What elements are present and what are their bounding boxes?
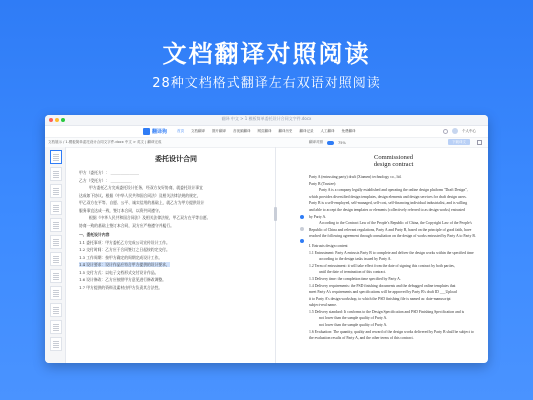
source-paragraph	[79, 231, 273, 239]
pane-divider	[275, 147, 276, 363]
source-paragraph	[79, 169, 273, 177]
translated-paragraph: I. Entrusts design content	[309, 243, 348, 248]
source-paragraph	[79, 199, 273, 207]
zoom-level[interactable]: 75%	[338, 140, 346, 145]
translated-paragraph: subject-real name.	[309, 303, 337, 308]
app-logo[interactable]	[143, 128, 167, 135]
translated-doc-title-line1: Commissioned	[373, 154, 413, 161]
translated-paragraph: by Party A.	[309, 214, 327, 219]
nav-item[interactable]: 音视频翻译	[233, 129, 251, 133]
source-document	[67, 147, 273, 363]
source-text: 1.5 交付方式：以电子文档形式交付设计作品。	[79, 269, 159, 275]
translated-paragraph: not lower than the sample quality of Party A.	[319, 323, 388, 328]
translated-document	[303, 147, 488, 363]
promo-subtitle: 28种文档格式翻译左右双语对照阅读	[152, 76, 381, 91]
translated-paragraph: Party A (entrusting party) draft (Xiamen) technology co., ltd.	[309, 175, 402, 179]
source-text: 乙方（受托方）： ___________	[79, 177, 132, 183]
page-thumbnail[interactable]	[50, 150, 62, 164]
compare-mode-toggle[interactable]	[327, 141, 334, 145]
translated-paragraph: reached the following agreement through consultation on the design of works entrusted by Party A to Party B.	[309, 234, 476, 239]
source-text: 1.6 设计修改：乙方应按照甲方意见进行修改调整。	[79, 277, 166, 282]
nav-item[interactable]: 文档翻译	[191, 129, 206, 133]
page-thumbnail[interactable]	[50, 218, 62, 232]
page-thumbnail[interactable]	[50, 320, 62, 334]
nav-item[interactable]: 翻译历史	[278, 129, 293, 133]
translated-paragraph: according to the design tasks issued by Party A.	[319, 257, 392, 262]
translated-paragraph: the evaluation results of Party A, and the other terms of this contract.	[309, 336, 414, 341]
source-text: 达成如下协议。根据《中华人民共和国合同法》及相关法律法规的规定，	[79, 192, 201, 198]
source-text: 1.1 委托事项：甲方委托乙方完成公司宣传设计工作。	[79, 239, 170, 245]
nav-menu	[177, 129, 356, 134]
translated-paragraph: 1.3 Delivery time: the completion time specified by Party A.	[309, 276, 401, 281]
translated-paragraph: 1.6 Evaluation: The quantity, quality and reward of the design works delivered by Party B shall be subject to	[309, 329, 474, 334]
nav-item[interactable]: 人工翻译	[320, 129, 335, 133]
avatar[interactable]	[452, 128, 458, 134]
source-text: 甲方委托乙方完成委托设计任务，经双方友好协商，就委托设计事宜	[89, 185, 203, 190]
translated-paragraph: meet Party A's requirements and specifications will be approved by Party B's draft ID ___Upload	[309, 290, 457, 295]
source-text: 1.7 甲方提供的资料及素材由甲方负责其合法性。	[79, 284, 163, 290]
source-text: 1.3 工作周期：按甲方确定的周期完成设计工作。	[79, 254, 163, 260]
source-paragraph	[79, 239, 273, 247]
source-paragraph	[79, 184, 273, 192]
page-thumbnails[interactable]	[45, 147, 66, 363]
nav-item[interactable]: 免费翻译	[341, 129, 356, 133]
source-paragraph	[79, 269, 273, 277]
translated-paragraph: Party B (Trustee):	[309, 181, 337, 186]
page-thumbnail[interactable]	[50, 337, 62, 351]
source-text: 1.4 设计要求：设计作品应符合甲方提供的设计要求，	[79, 262, 170, 267]
source-paragraph	[79, 222, 273, 230]
source-text: 1.2 交付时间：乙方应于合同签订之日起按约定交付。	[79, 247, 170, 252]
source-paragraph	[79, 276, 273, 284]
source-text: 一、委托设计内容	[79, 232, 110, 237]
source-text: 根据《中华人民共和国合同法》及相关法律法规，甲乙双方在平等自愿、	[89, 215, 211, 220]
source-paragraph	[79, 214, 273, 222]
translated-paragraph: According to the Contract Law of the People's Republic of China, the Copyright Law of the People's	[319, 221, 472, 226]
translated-paragraph: it to Party A's design workshop, to which the PSD finishing file is named as: date-manuscript	[309, 296, 451, 301]
nav-item[interactable]: 网页翻译	[257, 129, 272, 133]
translated-paragraph: which provides diversified design templates, design elements and design services for draft design users.	[309, 194, 467, 199]
translated-paragraph: 1.1 Entrustment: Party A entrusts Party B to complete and deliver the design works within the specified time	[309, 250, 474, 255]
window-title: 翻译 中文 > 1 模板简单委托设计合同文字件.docx	[221, 116, 312, 121]
page-thumbnail[interactable]	[50, 303, 62, 317]
translated-doc-title	[309, 154, 478, 168]
file-breadcrumb: 文档展示 / 1.模板简单委托设计合同文字件.docx 中文 > 英文 | 翻译完成	[48, 140, 162, 144]
doc-area	[45, 147, 488, 363]
source-paragraph	[79, 261, 273, 269]
nav-item[interactable]: 首页	[177, 129, 185, 133]
source-text: 协商一致的基础上签订本合同，双方应严格遵守并履行。	[79, 222, 174, 228]
fullscreen-icon[interactable]	[477, 140, 482, 145]
page-thumbnail[interactable]	[50, 201, 62, 215]
source-paragraph	[79, 207, 273, 215]
nav-item[interactable]: 图片翻译	[212, 129, 227, 133]
source-paragraph	[79, 284, 273, 292]
logo-icon	[143, 128, 150, 135]
app-window	[45, 115, 488, 363]
translated-paragraph: 1.4 Delivery requirements: the PSD finishing documents and the debugged online templates that	[309, 283, 456, 288]
translated-paragraph: Party B is a self-employed, self-managed, self-cost, self-financing individual industrialist, and is willing	[309, 201, 468, 206]
translated-paragraph: not lower than the sample quality of Party A.	[319, 316, 388, 321]
source-paragraph	[79, 246, 273, 254]
page-thumbnail[interactable]	[50, 184, 62, 198]
translated-doc-title-line2: design contract	[373, 161, 414, 168]
nav-item[interactable]: 翻译记录	[299, 129, 314, 133]
title-bar	[45, 115, 488, 126]
page-thumbnail[interactable]	[50, 286, 62, 300]
promo-title: 文档翻译对照阅读	[162, 40, 371, 68]
source-paragraph	[79, 177, 273, 185]
scrollbar-handle[interactable]	[274, 207, 277, 221]
translated-paragraph: 1.5 Delivery standard: It conforms to the Design Specification and PSD Finishing Specification and is	[309, 309, 465, 314]
translated-paragraph: 1.2 Term of entrustment: it will take effect from the date of signing this contract by both parties,	[309, 263, 455, 268]
user-center-link[interactable]: 个人中心	[462, 128, 476, 133]
page-thumbnail[interactable]	[50, 235, 62, 249]
source-text: 服务事宜达成一致，签订本合同，以资共同遵守。	[79, 207, 163, 213]
translated-paragraph: Republic of China and relevant regulations, Party A and Party B, based on the principle of good faith, have	[309, 227, 472, 232]
source-doc-title: 委托设计合同	[155, 154, 197, 163]
notification-icon[interactable]	[443, 129, 448, 134]
page-thumbnail[interactable]	[50, 167, 62, 181]
translated-paragraph: and able to accept the design templates or elements (collectively referred to as design works) entrusted	[309, 207, 465, 212]
nav-bar	[45, 126, 488, 138]
source-text: 甲乙双方在平等、自愿、公平、诚实信用的基础上，就乙方为甲方提供设计	[79, 200, 205, 205]
page-thumbnail[interactable]	[50, 269, 62, 283]
source-paragraph	[79, 192, 273, 200]
source-paragraph	[79, 254, 273, 262]
translated-paragraph: Party A is a company legally established and operating the online design platform "Draft Design",	[319, 188, 468, 193]
logo-text: 翻译狗	[152, 129, 168, 135]
download-button[interactable]: 下载译文	[448, 139, 470, 145]
compare-mode-label: 翻译对照	[309, 140, 323, 144]
page-thumbnail[interactable]	[50, 252, 62, 266]
translated-paragraph: until the date of termination of this contract.	[319, 270, 387, 275]
source-text: 甲方（委托方）： _______________	[79, 170, 140, 175]
